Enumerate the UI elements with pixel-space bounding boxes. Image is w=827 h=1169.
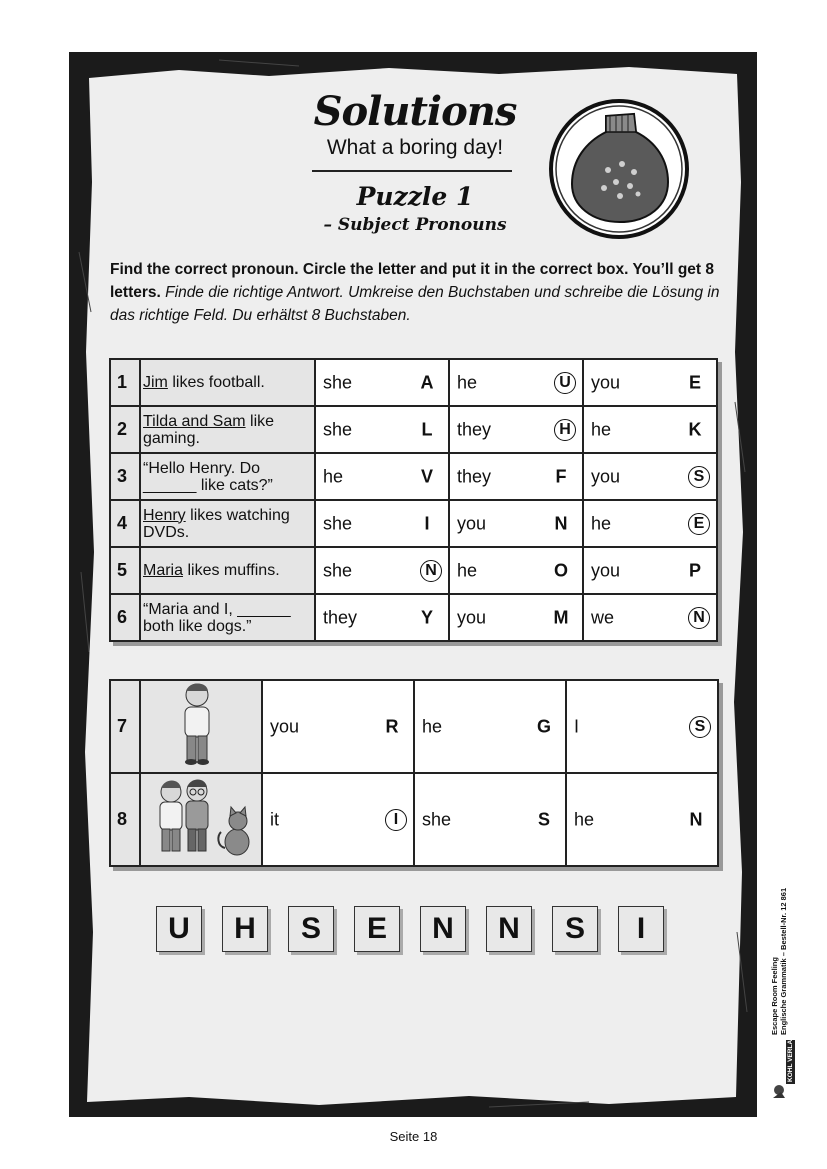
pronoun-option: you bbox=[270, 716, 300, 736]
row-number: 6 bbox=[110, 594, 140, 641]
row-number: 7 bbox=[110, 680, 140, 773]
pronoun-option: you bbox=[457, 513, 487, 533]
option-letter-circled: E bbox=[688, 513, 710, 535]
answer-box[interactable]: N bbox=[420, 906, 466, 952]
sentence-rest: likes football. bbox=[167, 374, 265, 391]
option-cell[interactable] bbox=[449, 500, 583, 547]
option-cell[interactable] bbox=[449, 594, 583, 641]
book-title: Escape Room Feeling bbox=[770, 957, 779, 1035]
option-letter-circled: S bbox=[689, 716, 711, 738]
answer-box[interactable]: S bbox=[288, 906, 334, 952]
option-letter: N bbox=[554, 513, 568, 533]
option-letter: G bbox=[536, 716, 551, 736]
answer-box[interactable]: N bbox=[486, 906, 532, 952]
option-letter: F bbox=[555, 466, 567, 486]
table-row bbox=[110, 594, 717, 641]
option-cell[interactable] bbox=[414, 773, 566, 866]
answer-box[interactable]: H bbox=[222, 906, 268, 952]
option-letter: S bbox=[537, 809, 550, 829]
pronoun-option: she bbox=[323, 560, 353, 580]
sentence-cell bbox=[140, 594, 315, 641]
pronoun-option: he bbox=[457, 372, 478, 392]
row-number: 1 bbox=[110, 359, 140, 406]
subject-underlined: Maria bbox=[143, 562, 184, 579]
option-cell[interactable] bbox=[449, 453, 583, 500]
pronoun-option: you bbox=[591, 466, 621, 486]
pronoun-option: he bbox=[323, 466, 344, 486]
pronoun-option: she bbox=[422, 809, 452, 829]
answer-box[interactable]: S bbox=[552, 906, 598, 952]
table-row bbox=[110, 500, 717, 547]
answer-box[interactable]: I bbox=[618, 906, 664, 952]
option-letter-circled: U bbox=[554, 372, 576, 394]
pronoun-option: you bbox=[457, 607, 487, 627]
subject-underlined: Tilda and Sam bbox=[143, 412, 246, 430]
option-letter-circled: N bbox=[420, 560, 442, 582]
row-number: 4 bbox=[110, 500, 140, 547]
table-row bbox=[110, 453, 717, 500]
pronoun-option: she bbox=[323, 419, 353, 439]
option-cell[interactable] bbox=[583, 406, 717, 453]
publisher-logo bbox=[771, 1040, 797, 1100]
page-subtitle: What a boring day! bbox=[326, 136, 504, 159]
option-cell[interactable] bbox=[449, 359, 583, 406]
option-letter: N bbox=[689, 809, 703, 829]
option-letter: M bbox=[553, 607, 569, 627]
pronoun-option: I bbox=[574, 716, 580, 736]
pronoun-option: he bbox=[457, 560, 478, 580]
option-letter: L bbox=[421, 419, 433, 439]
option-letter: V bbox=[420, 466, 433, 486]
option-cell[interactable] bbox=[449, 406, 583, 453]
row-number: 5 bbox=[110, 547, 140, 594]
option-letter-circled: H bbox=[554, 419, 576, 441]
option-cell[interactable] bbox=[566, 680, 718, 773]
sentence-cell bbox=[140, 453, 315, 500]
pronoun-option: we bbox=[591, 607, 615, 627]
option-cell[interactable] bbox=[583, 594, 717, 641]
vase-illustration bbox=[548, 98, 690, 240]
answer-box[interactable]: U bbox=[156, 906, 202, 952]
option-cell[interactable] bbox=[583, 547, 717, 594]
pronoun-table bbox=[109, 358, 718, 642]
subject-underlined: Jim bbox=[143, 374, 168, 391]
option-letter-circled: S bbox=[688, 466, 710, 488]
table-row bbox=[110, 547, 717, 594]
instructions-english: Find the correct pronoun. Circle the letter and put it in the correct box. You’ll get 8 letters. bbox=[110, 261, 714, 301]
publisher-info bbox=[770, 835, 788, 1035]
picture-table bbox=[109, 679, 719, 867]
sentence-rest: likes muffins. bbox=[183, 562, 280, 579]
option-cell[interactable] bbox=[449, 547, 583, 594]
option-letter-circled: I bbox=[385, 809, 407, 831]
option-cell[interactable] bbox=[315, 594, 449, 641]
pronoun-option: you bbox=[591, 560, 621, 580]
instructions-german: Finde die richtige Antwort. Umkreise den Buchstaben und schreibe die Lösung in das richtige Feld. Du erhältst 8 Buchstaben. bbox=[110, 284, 720, 324]
pronoun-option: she bbox=[323, 513, 353, 533]
title-divider bbox=[312, 170, 512, 172]
option-letter: Y bbox=[420, 607, 433, 627]
sentence-cell bbox=[140, 406, 315, 453]
pronoun-option: they bbox=[323, 607, 358, 627]
option-cell[interactable] bbox=[414, 680, 566, 773]
pronoun-option: they bbox=[457, 466, 492, 486]
page-number: Seite 18 bbox=[389, 1129, 438, 1144]
puzzle-heading: Puzzle 1 bbox=[356, 182, 474, 211]
sentence-line: ______ like cats?” bbox=[143, 476, 273, 494]
sentence-rest: like gaming. bbox=[143, 412, 275, 447]
option-cell[interactable] bbox=[315, 359, 449, 406]
option-cell[interactable] bbox=[583, 500, 717, 547]
order-number: Englische Grammatik – Bestell-Nr. 12 861 bbox=[779, 887, 788, 1035]
pronoun-option: it bbox=[270, 809, 279, 829]
option-cell[interactable] bbox=[566, 773, 718, 866]
option-cell[interactable] bbox=[583, 453, 717, 500]
option-letter: P bbox=[688, 560, 701, 580]
option-cell[interactable] bbox=[315, 453, 449, 500]
option-letter: A bbox=[420, 372, 434, 392]
boy-illustration bbox=[140, 680, 262, 773]
option-letter: I bbox=[424, 513, 430, 533]
pronoun-option: they bbox=[457, 419, 492, 439]
option-cell[interactable] bbox=[315, 406, 449, 453]
sentence-cell bbox=[140, 500, 315, 547]
answer-box[interactable]: E bbox=[354, 906, 400, 952]
table-row bbox=[110, 406, 717, 453]
instructions bbox=[110, 258, 720, 327]
pronoun-option: he bbox=[574, 809, 595, 829]
boys-and-cat-illustration bbox=[140, 773, 262, 866]
page-title: Solutions bbox=[313, 88, 517, 135]
sentence-line: “Hello Henry. Do bbox=[143, 459, 261, 477]
row-number: 2 bbox=[110, 406, 140, 453]
sentence-rest: likes watching DVDs. bbox=[143, 506, 290, 541]
option-cell[interactable] bbox=[583, 359, 717, 406]
option-letter: R bbox=[385, 716, 399, 736]
option-cell[interactable] bbox=[315, 547, 449, 594]
pronoun-option: he bbox=[591, 419, 612, 439]
sentence-cell bbox=[140, 359, 315, 406]
table-row bbox=[110, 359, 717, 406]
option-letter: E bbox=[688, 372, 701, 392]
subject-underlined: Henry bbox=[143, 506, 186, 524]
pronoun-option: he bbox=[422, 716, 443, 736]
option-cell[interactable] bbox=[315, 500, 449, 547]
pronoun-option: she bbox=[323, 372, 353, 392]
row-number: 3 bbox=[110, 453, 140, 500]
row-number: 8 bbox=[110, 773, 140, 866]
option-letter: K bbox=[688, 419, 702, 439]
sentence-line: both like dogs.” bbox=[143, 617, 252, 635]
option-cell[interactable] bbox=[262, 773, 414, 866]
option-cell[interactable] bbox=[262, 680, 414, 773]
table-row bbox=[110, 773, 718, 866]
sentence-line: “Maria and I, ______ bbox=[143, 600, 291, 618]
publisher-logo-text: KOHL VERLAG bbox=[787, 1040, 794, 1082]
table-row bbox=[110, 680, 718, 773]
option-letter: O bbox=[553, 560, 568, 580]
pronoun-option: you bbox=[591, 372, 621, 392]
pronoun-option: he bbox=[591, 513, 612, 533]
puzzle-subheading: – Subject Pronouns bbox=[323, 215, 507, 235]
option-letter-circled: N bbox=[688, 607, 710, 629]
sentence-cell bbox=[140, 547, 315, 594]
